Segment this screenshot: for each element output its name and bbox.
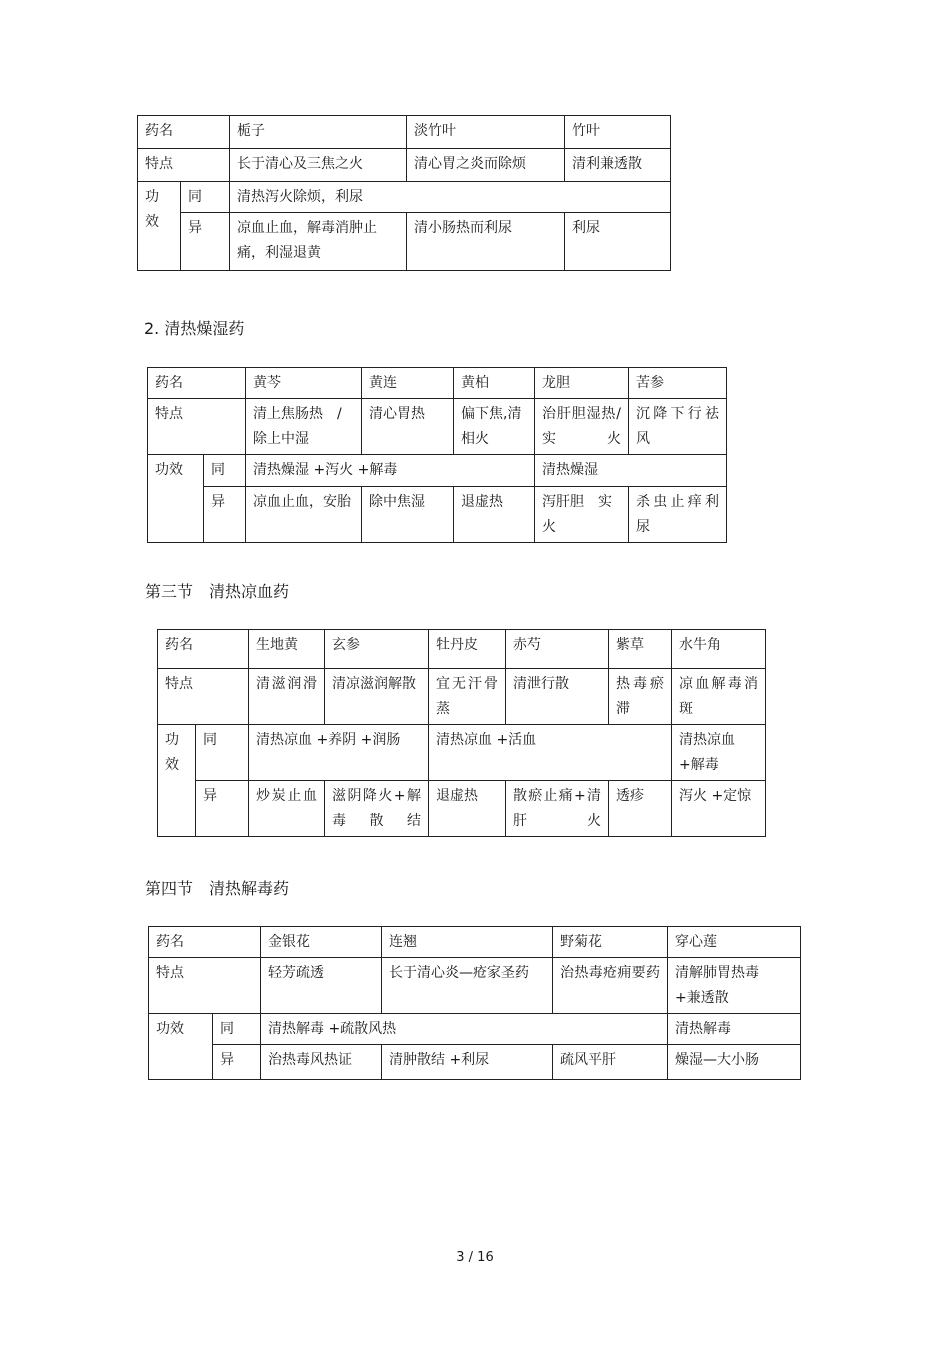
diff-effect: 治热毒风热证: [261, 1045, 382, 1080]
same-effect: 清热解毒 +疏散风热: [261, 1014, 668, 1045]
diff-label: 异: [204, 487, 246, 543]
same-effect: 清热凉血 +解毒: [672, 725, 766, 781]
feature-cell: 清凉滋润解散: [325, 669, 429, 725]
feature-cell: 长于清心炎—疮家圣药: [382, 958, 553, 1014]
diff-effect: 清肿散结 +利尿: [382, 1045, 553, 1080]
feature-cell: 清解肺胃热毒 +兼透散: [668, 958, 801, 1014]
drug-name: 淡竹叶: [407, 116, 565, 149]
diff-effect: 泻肝胆 实火: [535, 487, 629, 543]
header-name-label: 药名: [149, 927, 261, 958]
effect-label: 功效: [148, 455, 204, 543]
drug-name: 紫草: [609, 630, 672, 669]
diff-effect: 燥湿—大小肠: [668, 1045, 801, 1080]
same-label: 同: [204, 455, 246, 487]
diff-effect: 杀虫止痒利尿: [629, 487, 727, 543]
feature-cell: 偏下焦,清相火: [454, 399, 535, 455]
diff-effect: 退虚热: [429, 781, 506, 837]
diff-effect: 清小肠热而利尿: [407, 213, 565, 271]
effect-label-char: 功: [165, 732, 179, 748]
effect-label: [138, 182, 181, 271]
feature-label: 特点: [148, 399, 246, 455]
feature-cell: 热毒瘀滞: [609, 669, 672, 725]
drug-name: 黄柏: [454, 368, 535, 399]
drug-name: 苦参: [629, 368, 727, 399]
feature-cell: 清上焦肠热 /除上中湿: [246, 399, 362, 455]
feature-cell: 轻芳疏透: [261, 958, 382, 1014]
table-qingre-zaoshi: [147, 367, 727, 543]
diff-effect: 凉血止血，解毒消肿止痛，利湿退黄: [230, 213, 407, 271]
feature-cell: 清泄行散: [506, 669, 609, 725]
section-heading: 第三节 清热凉血药: [145, 582, 290, 601]
feature-cell: 宜无汗骨蒸: [429, 669, 506, 725]
effect-label-char: 效: [165, 757, 179, 773]
drug-name: 水牛角: [672, 630, 766, 669]
drug-name: 野菊花: [553, 927, 668, 958]
same-effect: 清热燥湿 +泻火 +解毒: [246, 455, 535, 487]
same-effect: 清热凉血 +活血: [429, 725, 672, 781]
same-label: 同: [196, 725, 249, 781]
feature-label: 特点: [158, 669, 249, 725]
table-qingre-xiehuo: [137, 115, 671, 271]
diff-effect: 除中焦湿: [362, 487, 454, 543]
same-label: 同: [213, 1014, 261, 1045]
effect-label: [158, 725, 196, 837]
diff-label: 异: [196, 781, 249, 837]
diff-effect: 疏风平肝: [553, 1045, 668, 1080]
diff-effect: 滋阴降火+解毒散结: [325, 781, 429, 837]
diff-label: 异: [213, 1045, 261, 1080]
feature-cell: 清滋润滑: [249, 669, 325, 725]
diff-effect: 炒炭止血: [249, 781, 325, 837]
section-heading: 2. 清热燥湿药: [144, 319, 245, 338]
feature-cell: 清利兼透散: [565, 149, 671, 182]
drug-name: 穿心莲: [668, 927, 801, 958]
diff-effect: 退虚热: [454, 487, 535, 543]
same-effect: 清热凉血 +养阴 +润肠: [249, 725, 429, 781]
feature-cell: 清心胃之炎而除烦: [407, 149, 565, 182]
drug-name: 栀子: [230, 116, 407, 149]
header-name-label: 药名: [138, 116, 230, 149]
diff-effect: 利尿: [565, 213, 671, 271]
drug-name: 连翘: [382, 927, 553, 958]
feature-label: 特点: [138, 149, 230, 182]
table-qingre-liangxue: [157, 629, 766, 837]
drug-name: 竹叶: [565, 116, 671, 149]
drug-name: 金银花: [261, 927, 382, 958]
drug-name: 玄参: [325, 630, 429, 669]
drug-name: 赤芍: [506, 630, 609, 669]
diff-effect: 散瘀止痛+清肝火: [506, 781, 609, 837]
drug-name: 龙胆: [535, 368, 629, 399]
same-effect: 清热燥湿: [535, 455, 727, 487]
section-heading: 第四节 清热解毒药: [145, 879, 290, 898]
feature-cell: 沉降下行祛风: [629, 399, 727, 455]
drug-name: 黄连: [362, 368, 454, 399]
feature-cell: 清心胃热: [362, 399, 454, 455]
header-name-label: 药名: [158, 630, 249, 669]
feature-cell: 治热毒疮痈要药: [553, 958, 668, 1014]
drug-name: 生地黄: [249, 630, 325, 669]
table-qingre-jiedu: [148, 926, 801, 1080]
diff-effect: 透疹: [609, 781, 672, 837]
diff-effect: 泻火 +定惊: [672, 781, 766, 837]
feature-cell: 凉血解毒消斑: [672, 669, 766, 725]
drug-name: 黄芩: [246, 368, 362, 399]
effect-label: 功效: [149, 1014, 213, 1080]
diff-label: 异: [181, 213, 230, 271]
effect-label-char: 功: [145, 189, 159, 205]
same-effect: 清热解毒: [668, 1014, 801, 1045]
feature-label: 特点: [149, 958, 261, 1014]
effect-label-char: 效: [145, 214, 159, 230]
diff-effect: 凉血止血，安胎: [246, 487, 362, 543]
page-number: 3 / 16: [456, 1250, 494, 1265]
feature-cell: 长于清心及三焦之火: [230, 149, 407, 182]
feature-cell: 治肝胆湿热/实火: [535, 399, 629, 455]
header-name-label: 药名: [148, 368, 246, 399]
same-label: 同: [181, 182, 230, 213]
drug-name: 牡丹皮: [429, 630, 506, 669]
same-effect: 清热泻火除烦，利尿: [230, 182, 671, 213]
